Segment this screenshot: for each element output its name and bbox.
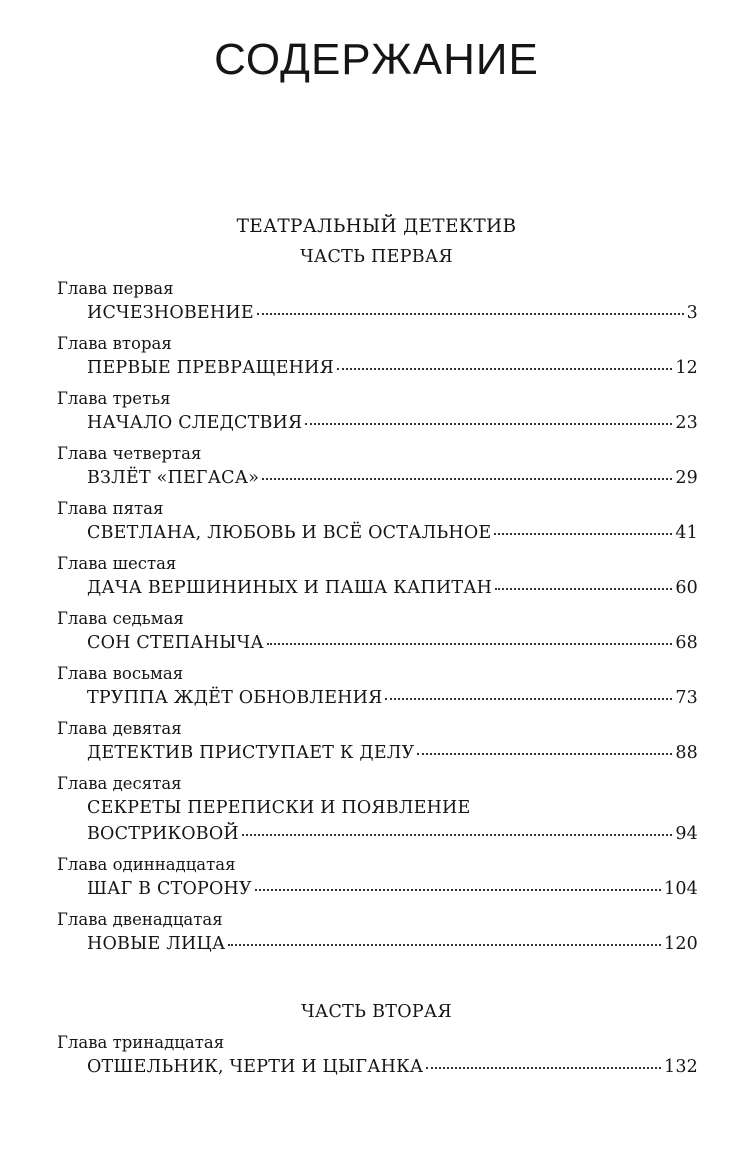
dot-leader — [257, 312, 684, 315]
chapter-name: ДЕТЕКТИВ ПРИСТУПАЕТ К ДЕЛУ — [87, 743, 415, 763]
dot-leader — [385, 697, 672, 700]
toc-entry[interactable] — [57, 1032, 698, 1080]
toc-entry[interactable] — [57, 443, 698, 491]
chapter-line — [57, 1054, 698, 1080]
chapter-name: ДАЧА ВЕРШИНИНЫХ И ПАША КАПИТАН — [87, 578, 493, 598]
chapter-line — [57, 465, 698, 491]
chapter-line — [57, 931, 698, 957]
chapter-name: ПЕРВЫЕ ПРЕВРАЩЕНИЯ — [87, 358, 334, 378]
chapter-name: ОТШЕЛЬНИК, ЧЕРТИ И ЦЫГАНКА — [87, 1057, 424, 1077]
chapter-line — [57, 630, 698, 656]
part-title: ЧАСТЬ ВТОРАЯ — [301, 1002, 452, 1022]
chapter-line — [57, 876, 698, 902]
chapter-label: Глава вторая — [57, 334, 172, 353]
chapter-name: НОВЫЕ ЛИЦА — [87, 934, 226, 954]
toc-entry[interactable] — [57, 608, 698, 656]
toc-entry[interactable] — [57, 909, 698, 957]
chapter-label: Глава двенадцатая — [57, 910, 223, 929]
dot-leader — [255, 888, 661, 891]
toc-list — [57, 278, 698, 957]
chapter-label: Глава шестая — [57, 554, 177, 573]
chapter-label: Глава тринадцатая — [57, 1033, 225, 1052]
toc-entry[interactable] — [57, 854, 698, 902]
page-number: 23 — [675, 413, 698, 433]
dot-leader — [426, 1066, 661, 1069]
chapter-label: Глава первая — [57, 279, 174, 298]
dot-leader — [495, 587, 672, 590]
chapter-label: Глава четвертая — [57, 444, 202, 463]
chapter-line — [57, 355, 698, 381]
page-number: 41 — [675, 523, 698, 543]
chapter-name: СОН СТЕПАНЫЧА — [87, 633, 264, 653]
chapter-line — [57, 410, 698, 436]
toc-entry[interactable] — [57, 663, 698, 711]
toc-entry[interactable] — [57, 773, 698, 847]
toc-entry[interactable] — [57, 333, 698, 381]
page-number: 60 — [675, 578, 698, 598]
chapter-label: Глава пятая — [57, 499, 164, 518]
dot-leader — [267, 642, 673, 645]
page-number: 73 — [675, 688, 698, 708]
toc-entry[interactable] — [57, 718, 698, 766]
toc-entry[interactable] — [57, 388, 698, 436]
chapter-name: ШАГ В СТОРОНУ — [87, 879, 252, 899]
page-number: 132 — [663, 1057, 698, 1077]
chapter-name-line1: СЕКРЕТЫ ПЕРЕПИСКИ И ПОЯВЛЕНИЕ — [87, 798, 471, 818]
chapter-line — [57, 685, 698, 711]
chapter-label: Глава девятая — [57, 719, 182, 738]
chapter-line — [57, 300, 698, 326]
part-title: ЧАСТЬ ПЕРВАЯ — [300, 247, 453, 267]
toc-entry[interactable] — [57, 278, 698, 326]
chapter-name: ТРУППА ЖДЁТ ОБНОВЛЕНИЯ — [87, 688, 383, 708]
toc-entry[interactable] — [57, 553, 698, 601]
page-title: СОДЕРЖАНИЕ — [214, 35, 539, 84]
chapter-line — [57, 821, 698, 847]
toc-list — [57, 1032, 698, 1080]
page-number: 104 — [663, 879, 698, 899]
dot-leader — [494, 532, 672, 535]
book-title: ТЕАТРАЛЬНЫЙ ДЕТЕКТИВ — [236, 216, 517, 237]
page-number: 120 — [663, 934, 698, 954]
chapter-label: Глава третья — [57, 389, 171, 408]
chapter-line — [57, 740, 698, 766]
chapter-name: ВЗЛЁТ «ПЕГАСА» — [87, 468, 260, 488]
page-number: 94 — [675, 824, 698, 844]
page-number: 29 — [675, 468, 698, 488]
dot-leader — [242, 833, 672, 836]
chapter-name: НАЧАЛО СЛЕДСТВИЯ — [87, 413, 303, 433]
dot-leader — [228, 943, 661, 946]
chapter-label: Глава седьмая — [57, 609, 184, 628]
chapter-label: Глава восьмая — [57, 664, 184, 683]
chapter-line — [57, 520, 698, 546]
chapter-line — [57, 575, 698, 601]
dot-leader — [417, 752, 672, 755]
page-number: 3 — [686, 303, 698, 323]
page-number: 68 — [675, 633, 698, 653]
chapter-name: ИСЧЕЗНОВЕНИЕ — [87, 303, 254, 323]
dot-leader — [337, 367, 672, 370]
page-number: 88 — [675, 743, 698, 763]
chapter-name: ВОСТРИКОВОЙ — [87, 824, 239, 844]
toc-entry[interactable] — [57, 498, 698, 546]
dot-leader — [305, 422, 672, 425]
chapter-label: Глава одиннадцатая — [57, 855, 236, 874]
chapter-label: Глава десятая — [57, 774, 182, 793]
chapter-name: СВЕТЛАНА, ЛЮБОВЬ И ВСЁ ОСТАЛЬНОЕ — [87, 523, 492, 543]
page-number: 12 — [675, 358, 698, 378]
dot-leader — [262, 477, 672, 480]
